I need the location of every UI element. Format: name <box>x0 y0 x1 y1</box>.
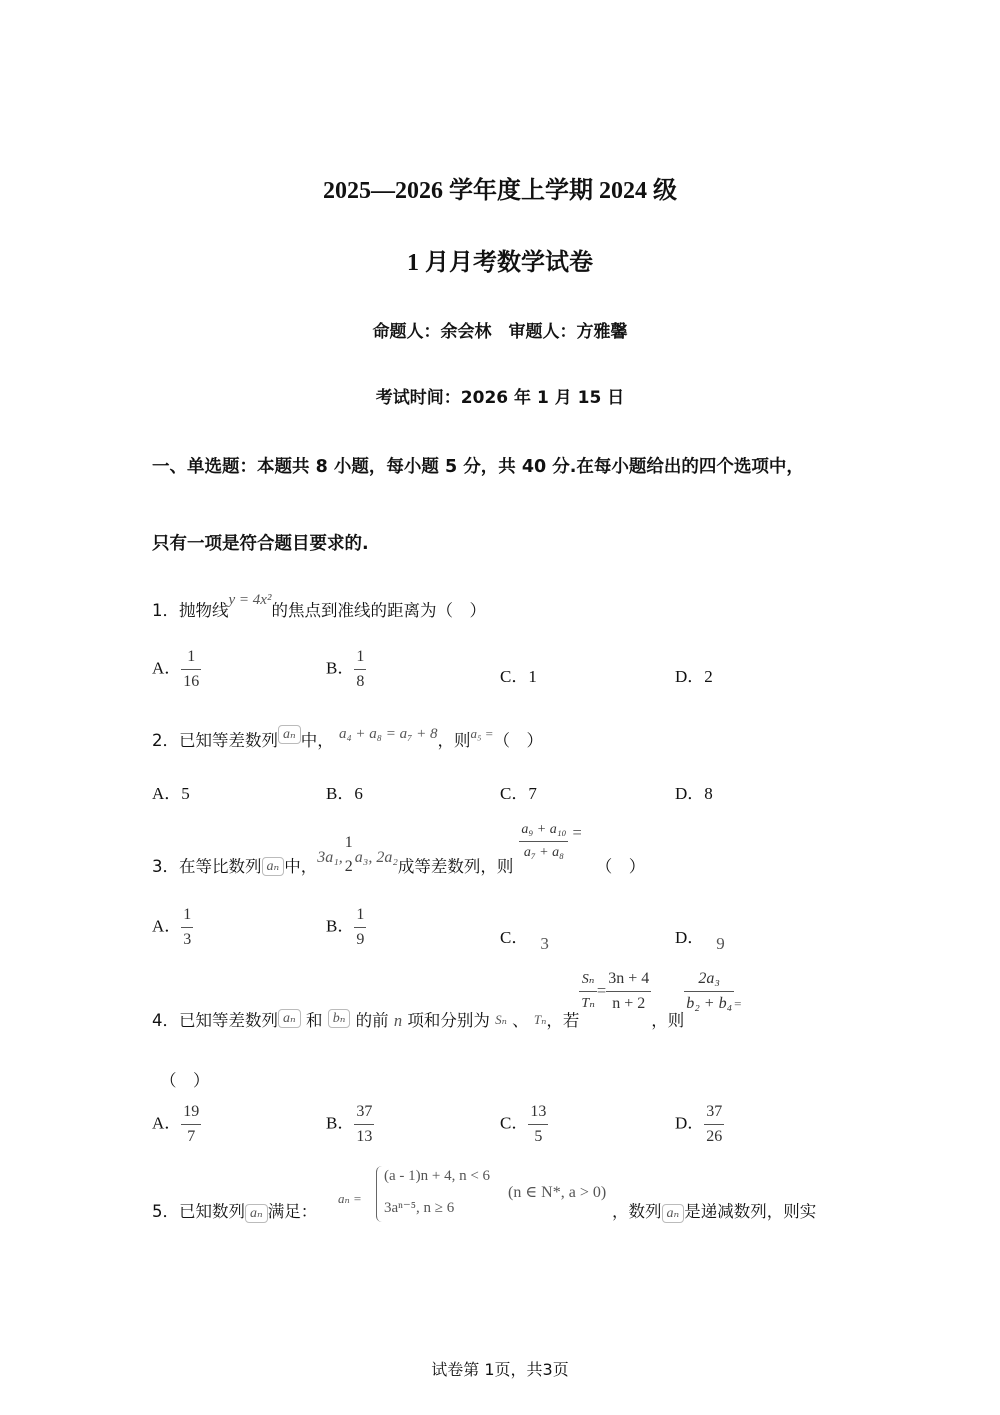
q5-case-2: 3aⁿ⁻⁵, n ≥ 6 <box>384 1200 455 1216</box>
authors: 命题人：余会林 审题人：方雅馨 <box>372 322 628 342</box>
q1-option-a: A． $\frac{1}{16}$ <box>152 648 200 690</box>
q1-post: 的焦点到准线的距离为（ ） <box>271 601 486 620</box>
q4-frac-n: $\frac{3n + 4}{n + 2}$ <box>608 970 650 1012</box>
q2-formula: a₄ + a₈ = a₇ + 8 <box>338 726 438 742</box>
q2-formula2: a₅ = <box>470 726 494 741</box>
q3-option-d: D． 9 <box>675 928 725 953</box>
q3-option-a: A． $\frac{1}{3}$ <box>152 906 192 948</box>
q3-option-c: C． 3 <box>500 928 549 953</box>
question-1 <box>152 592 486 621</box>
q5-an-label: aₙ = <box>338 1191 362 1206</box>
q2-option-c: C．7 <box>500 784 537 803</box>
q4-option-d: D． $\frac{37}{26}$ <box>675 1103 723 1145</box>
section-heading-line2: 只有一项是符合题目要求的. <box>152 534 369 554</box>
question-2: 2．已知等差数列 aₙ 中， a₄ + a₈ = a₇ + 8，则$^{a_5 =}$（ ） <box>152 726 543 750</box>
q1-option-b: B． $\frac{1}{8}$ <box>326 648 365 690</box>
q3-option-b: B． $\frac{1}{9}$ <box>326 906 365 948</box>
q5-seq: aₙ <box>245 1204 268 1223</box>
q4-paren: （ ） <box>160 1071 210 1090</box>
exam-title-line1: 2025—2026 学年度上学期 2024 级 <box>323 178 677 204</box>
q4-option-a: A． $\frac{19}{7}$ <box>152 1103 200 1145</box>
exam-time: 考试时间：2026 年 1 月 15 日 <box>375 388 625 408</box>
q5-case-1: (a - 1)n + 4, n < 6 <box>384 1168 491 1184</box>
question-5: 5．已知数列 aₙ 满足： <box>152 1202 318 1221</box>
q3-formula-b: a₃, 2a₂ <box>354 848 398 866</box>
question-3: 3．在等比数列 aₙ 中，3a₁, 1 2 a₃, 2a₂成等差数列，则 $\frac{\text{a₉ + a₁₀}}{\text{a₇ + a₈}}$ =（ ） <box>152 821 646 876</box>
q4-frac-ab: $\frac{\text{2a₃}}{\text{b₂ + b₄}}$ <box>686 970 733 1012</box>
q2-option-b: B．6 <box>326 784 363 803</box>
q4-option-c: C． $\frac{13}{5}$ <box>500 1103 547 1145</box>
q1-formula: y = 4x² <box>228 592 272 608</box>
q1-option-d: D．2 <box>675 667 713 686</box>
q4-option-b: B． $\frac{37}{13}$ <box>326 1103 373 1145</box>
question-5-tail: ，数列 aₙ 是递减数列，则实 <box>612 1202 817 1221</box>
q3-half: 1 2 <box>344 834 353 875</box>
q3-formula-a: 3a₁, <box>317 848 343 866</box>
q1-option-c: C．1 <box>500 667 537 686</box>
q1-pre: 1．抛物线 <box>152 601 229 620</box>
q3-seq: aₙ <box>262 857 285 876</box>
page-footer: 试卷第 1页，共3页 <box>431 1360 569 1379</box>
exam-title-line2: 1 月月考数学试卷 <box>407 250 593 276</box>
q4-seq-b: bₙ <box>328 1009 351 1028</box>
q1-b-frac: $\frac{1}{8}$ <box>356 648 365 690</box>
q1-a-frac: $\frac{1}{16}$ <box>183 648 200 690</box>
q4-frac-st: $\frac{\text{Sₙ}}{\text{Tₙ}}$ <box>581 972 595 1011</box>
q4-seq-a: aₙ <box>278 1009 301 1028</box>
q2-option-d: D．8 <box>675 784 713 803</box>
question-4: 4．已知等差数列 aₙ 和 bₙ 的前 n 项和分别为 $_{S_n}$ 、 $_{T_n}$，若 $\frac{\text{Sₙ}}{\text{Tₙ}}$ = $\frac{3n + 4}{n + 2}$ ，则 $\frac{\text{2a₃}}{\text{b₂ + b₄}}$ $_=$ <box>152 970 742 1030</box>
q2-option-a: A．5 <box>152 784 190 803</box>
q3-ratio: $\frac{\text{a₉ + a₁₀}}{\text{a₇ + a₈}}$ <box>521 821 567 860</box>
q2-seq: aₙ <box>278 725 301 744</box>
section-heading-line1: 一、单选题：本题共 8 小题，每小题 5 分，共 40 分.在每小题给出的四个选项中， <box>152 457 804 477</box>
q5-seq-b: aₙ <box>662 1204 685 1223</box>
q5-condition: (n ∈ N*, a > 0) <box>508 1184 607 1201</box>
